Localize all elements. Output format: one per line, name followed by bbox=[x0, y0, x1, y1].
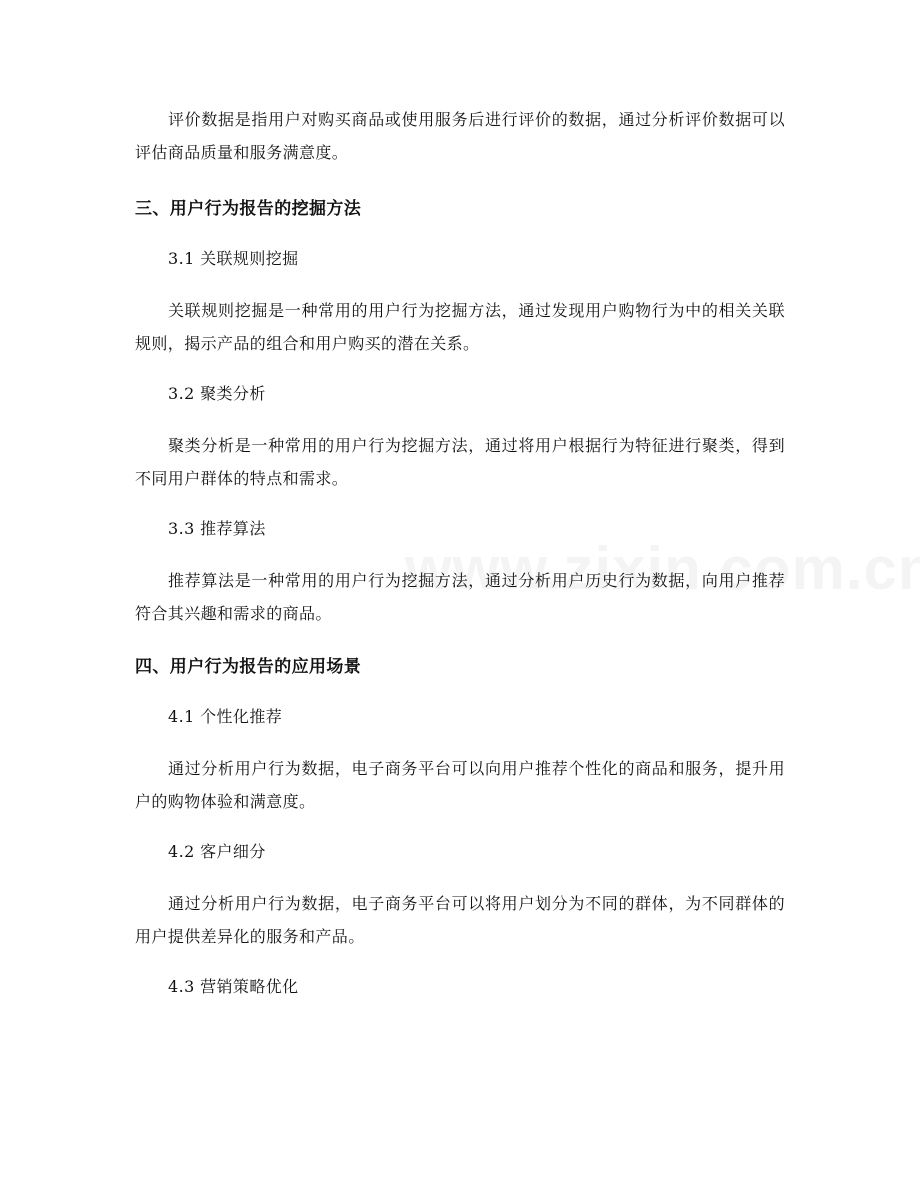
subsection-3-1-title: 3.1 关联规则挖掘 bbox=[168, 249, 299, 268]
subsection-3-3-title: 3.3 推荐算法 bbox=[168, 519, 266, 538]
subsection-3-1-text: 关联规则挖掘是一种常用的用户行为挖掘方法，通过发现用户购物行为中的相关关联规则，揭示产品的组合和用户购买的潜在关系。 bbox=[135, 301, 785, 353]
paragraph-review-data: 评价数据是指用户对购买商品或使用服务后进行评价的数据，通过分析评价数据可以评估商品质量和服务满意度。 bbox=[135, 110, 785, 162]
subsection-4-3-title: 4.3 营销策略优化 bbox=[168, 977, 299, 996]
subsection-3-2-text: 聚类分析是一种常用的用户行为挖掘方法，通过将用户根据行为特征进行聚类，得到不同用户群体的特点和需求。 bbox=[135, 436, 785, 488]
subsection-3-2-title: 3.2 聚类分析 bbox=[168, 384, 266, 403]
section-3-heading: 三、用户行为报告的挖掘方法 bbox=[135, 199, 362, 219]
subsection-3-3-text: 推荐算法是一种常用的用户行为挖掘方法，通过分析用户历史行为数据，向用户推荐符合其兴趣和需求的商品。 bbox=[135, 571, 785, 623]
subsection-4-2-title: 4.2 客户细分 bbox=[168, 842, 266, 861]
subsection-4-1-text: 通过分析用户行为数据，电子商务平台可以向用户推荐个性化的商品和服务，提升用户的购物体验和满意度。 bbox=[135, 759, 785, 811]
section-4-heading: 四、用户行为报告的应用场景 bbox=[135, 657, 362, 677]
subsection-4-1-title: 4.1 个性化推荐 bbox=[168, 707, 283, 726]
subsection-4-2-text: 通过分析用户行为数据，电子商务平台可以将用户划分为不同的群体，为不同群体的用户提供差异化的服务和产品。 bbox=[135, 894, 785, 946]
